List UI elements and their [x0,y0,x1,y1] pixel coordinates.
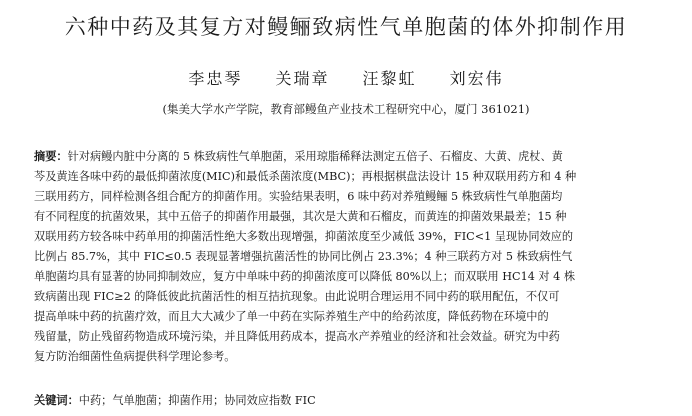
abstract-line: 致病菌出现 FIC≥2 的降低彼此抗菌活性的相互拮抗现象。由此说明合理运用不同中药的联用配伍，不仅可 [34,290,560,303]
abstract-line: 比例占 85.7%，其中 FIC≤0.5 表现显著增强抗菌活性的协同比例占 23.3%；4 种三联药方对 5 株致病性气 [34,250,573,263]
author-list [0,69,692,89]
abstract-block [34,146,664,367]
author-name: 关瑞章 [275,69,330,88]
author-name: 李忠琴 [188,69,243,88]
abstract-label: 摘要： [34,149,68,163]
abstract-line: 芩及黄连各味中药的最低抑菌浓度(MIC)和最低杀菌浓度(MBC)；再根据棋盘法设计 15 种双联用药方和 4 种 [34,170,577,183]
keywords-text: 中药；气单胞菌；抑菌作用；协同效应指数 FIC [78,394,316,407]
abstract-line: 双联用药方较各味中药单用的抑菌活性绝大多数出现增强，抑菌浓度至少减低 39%，FIC<1 呈现协同效应的 [34,230,574,243]
author-name: 汪黎虹 [362,69,417,88]
keywords-label: 关键词： [34,393,79,407]
keywords-block [34,392,664,409]
abstract-line: 有不同程度的抗菌效果，其中五倍子的抑菌作用最强，其次是大黄和石榴皮，而黄连的抑菌效果最差；15 种 [34,210,567,223]
author-name: 刘宏伟 [449,69,504,88]
abstract-line: 单胞菌均具有显著的协同抑制效应，复方中单味中药的抑菌浓度可以降低 80%以上；而双联用 HC14 对 4 株 [34,270,576,283]
abstract-line: 提高单味中药的抗菌疗效，而且大大减少了单一中药在实际养殖生产中的给药浓度，降低药物在环境中的 [34,310,549,323]
abstract-line: 残留量，防止残留药物造成环境污染，并且降低用药成本，提高水产养殖业的经济和社会效益。研究为中药 [34,330,560,343]
paper-title: 六种中药及其复方对鳗鲡致病性气单胞菌的体外抑制作用 [64,15,628,39]
abstract-line: 三联用药方，同样检测各组合配方的抑菌作用。实验结果表明，6 味中药对养殖鳗鲡 5 株致病性气单胞菌均 [34,190,563,203]
author-affiliation: (集美大学水产学院，教育部鳗鱼产业技术工程研究中心，厦门 361021) [162,102,530,116]
abstract-line: 复方防治细菌性鱼病提供科学理论参考。 [34,350,236,363]
abstract-line: 针对病鳗内脏中分离的 5 株致病性气单胞菌，采用琼脂稀释法测定五倍子、石榴皮、大黄、虎杖、黄 [67,150,563,163]
